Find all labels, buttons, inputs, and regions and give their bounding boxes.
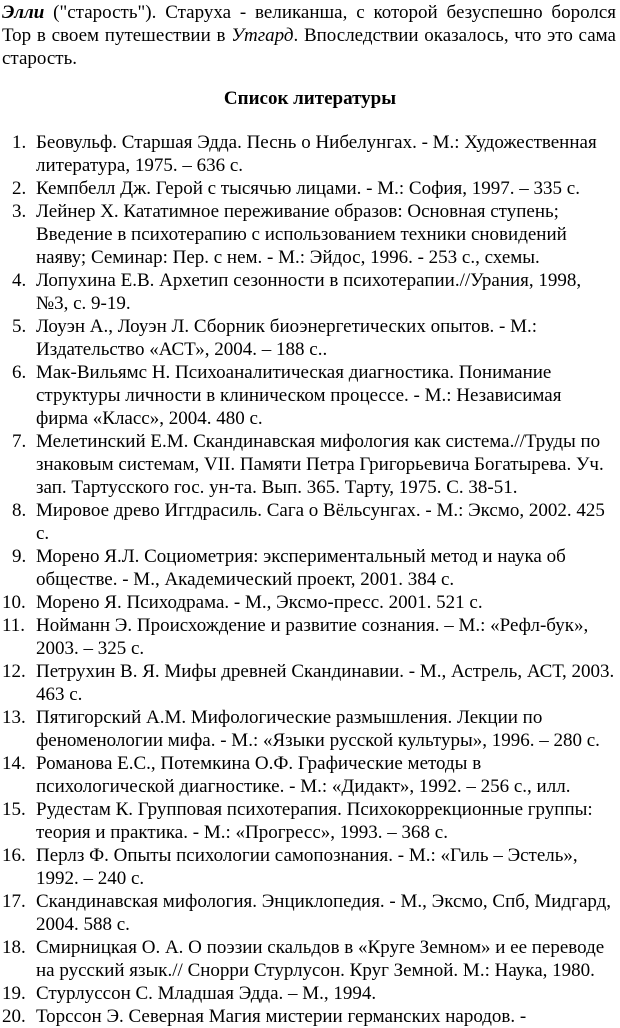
item-text: Мак-Вильямс Н. Психоаналитическая диагностика. Понимание структуры личности в клиническом процессе. - М.: Независимая фирма «Класс», 2004. 480 с. <box>36 362 562 429</box>
bibliography-item <box>2 131 616 177</box>
item-text: Скандинавская мифология. Энциклопедия. - М., Эксмо, Спб, Мидгард, 2004. 588 с. <box>36 891 612 935</box>
intro-place-name: Утгард <box>231 25 294 46</box>
intro-text-part-2: . Впоследствии оказалось, что это сама старость. <box>2 25 616 69</box>
intro-term: Элли <box>2 2 45 23</box>
item-text: Мелетинский Е.М. Скандинавская мифология как система.//Труды по знаковым системам, VII. Памяти Петра Григорьевича Богатырева. Уч. зап. Тартусского гос. ун-та. Вып. 365. Тарту, 1975. С. 38-51. <box>36 431 604 498</box>
item-text: Петрухин В. Я. Мифы древней Скандинавии. - М., Астрель, АСТ, 2003. 463 с. <box>36 661 615 705</box>
item-number: 20. <box>2 1006 26 1027</box>
item-text: Смирницкая О. А. О поэзии скальдов в «Круге Земном» и ее переводе на русский язык.// Снорри Стурлусон. Круг Земной. М.: Наука, 1980. <box>36 937 605 981</box>
item-text: Рудестам К. Групповая психотерапия. Психокоррекционные группы: теория и практика. - М.: «Прогресс», 1993. – 368 с. <box>36 799 593 843</box>
item-number: 10. <box>2 592 26 613</box>
item-text: Лопухина Е.В. Архетип сезонности в психотерапии.//Урания, 1998, №3, с. 9-19. <box>36 270 582 314</box>
item-text: Романова Е.С., Потемкина О.Ф. Графические методы в психологической диагностике. - М.: «Дидакт», 1992. – 256 с., илл. <box>36 753 571 797</box>
bibliography-item <box>2 545 616 591</box>
bibliography-heading: Список литературы <box>223 88 397 109</box>
item-text: Стурлуссон С. Младшая Эдда. – М., 1994. <box>36 983 377 1004</box>
bibliography-item <box>2 269 616 315</box>
bibliography-item <box>2 844 616 890</box>
bibliography-item <box>2 200 616 269</box>
bibliography-item <box>2 430 616 499</box>
item-number: 18. <box>2 937 26 958</box>
item-text: Нойманн Э. Происхождение и развитие сознания. – М.: «Рефл-бук», 2003. – 325 с. <box>36 615 589 659</box>
bibliography-item <box>2 361 616 430</box>
intro-text-part-1: ("старость"). Старуха - великанша, с которой безуспешно боролся Тор в своем путешествии в <box>2 2 616 46</box>
item-number: 17. <box>2 891 26 912</box>
bibliography-item <box>2 614 616 660</box>
item-number: 3. <box>12 201 27 222</box>
item-number: 2. <box>12 178 27 199</box>
item-text: Перлз Ф. Опыты психологии самопознания. - М.: «Гиль – Эстель», 1992. – 240 с. <box>36 845 578 889</box>
bibliography-item <box>2 177 616 200</box>
item-number: 7. <box>12 431 27 452</box>
bibliography-list <box>2 131 616 1028</box>
item-number: 1. <box>12 132 27 153</box>
bibliography-item <box>2 752 616 798</box>
item-number: 6. <box>12 362 27 383</box>
bibliography-item <box>2 798 616 844</box>
bibliography-item <box>2 982 616 1005</box>
bibliography-item <box>2 499 616 545</box>
intro-paragraph <box>2 1 616 70</box>
item-text: Кемпбелл Дж. Герой с тысячью лицами. - М.: София, 1997. – 335 с. <box>36 178 580 199</box>
item-number: 9. <box>12 546 27 567</box>
item-number: 19. <box>2 983 26 1004</box>
item-number: 4. <box>12 270 27 291</box>
item-text: Морено Я. Психодрама. - М., Эксмо-пресс. 2001. 521 с. <box>36 592 483 613</box>
item-text: Пятигорский А.М. Мифологические размышления. Лекции по феноменологии мифа. - М.: «Языки русской культуры», 1996. – 280 с. <box>36 707 600 751</box>
item-number: 13. <box>2 707 26 728</box>
item-text: Лейнер Х. Кататимное переживание образов: Основная ступень; Введение в психотерапию с использованием техники сновидений наяву; Семинар: Пер. с нем. - М.: Эйдос, 1996. - 253 с., схемы. <box>36 201 567 268</box>
item-text: Лоуэн А., Лоуэн Л. Сборник биоэнергетических опытов. - М.: Издательство «АСТ», 2004. – 188 с.. <box>36 316 538 360</box>
bibliography-item <box>2 1005 616 1028</box>
item-text: Беовульф. Старшая Эдда. Песнь о Нибелунгах. - М.: Художественная литература, 1975. – 636 с. <box>36 132 597 176</box>
item-number: 15. <box>2 799 26 820</box>
bibliography-item <box>2 936 616 982</box>
item-number: 5. <box>12 316 27 337</box>
bibliography-item <box>2 706 616 752</box>
bibliography-item <box>2 315 616 361</box>
item-number: 11. <box>2 615 26 636</box>
bibliography-item <box>2 660 616 706</box>
item-text: Морено Я.Л. Социометрия: экспериментальный метод и наука об обществе. - М., Академический проект, 2001. 384 с. <box>36 546 566 590</box>
item-number: 12. <box>2 661 26 682</box>
item-number: 16. <box>2 845 26 866</box>
bibliography-item <box>2 591 616 614</box>
item-text: Мировое древо Иггдрасиль. Сага о Вёльсунгах. - М.: Эксмо, 2002. 425 с. <box>36 500 605 544</box>
item-number: 8. <box>12 500 27 521</box>
item-text: Торссон Э. Северная Магия мистерии германских народов. - <box>36 1006 527 1027</box>
item-number: 14. <box>2 753 26 774</box>
bibliography-item <box>2 890 616 936</box>
